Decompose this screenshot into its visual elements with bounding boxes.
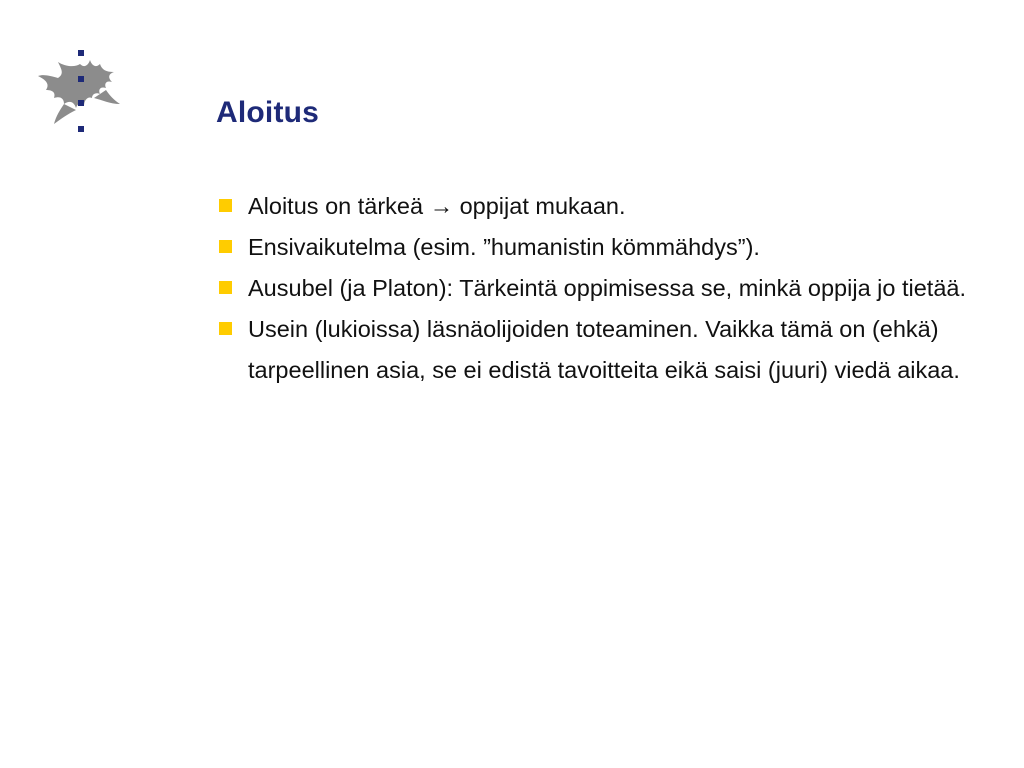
bullet-text: Usein (lukioissa) läsnäolijoiden toteaminen. Vaikka tämä on (ehkä) tarpeellinen asia, se ei edistä tavoitteita eikä saisi (juuri) viedä aikaa.	[248, 316, 960, 383]
bullet-square-icon	[219, 199, 232, 212]
bullet-item	[218, 186, 998, 227]
bullet-text: Ensivaikutelma (esim. ”humanistin kömmähdys”).	[248, 234, 760, 260]
bullet-item	[218, 268, 998, 309]
bullet-item	[218, 309, 998, 391]
bullet-square-icon	[219, 240, 232, 253]
bullet-square-icon	[219, 322, 232, 335]
bullet-list	[218, 186, 998, 391]
university-flame-logo-icon	[34, 46, 126, 138]
bullet-square-icon	[219, 281, 232, 294]
bullet-item	[218, 227, 998, 268]
bullet-text: Ausubel (ja Platon): Tärkeintä oppimisessa se, minkä oppija jo tietää.	[248, 275, 967, 301]
slide-title: Aloitus	[216, 96, 320, 129]
bullet-text: Aloitus on tärkeä → oppijat mukaan.	[248, 193, 626, 219]
